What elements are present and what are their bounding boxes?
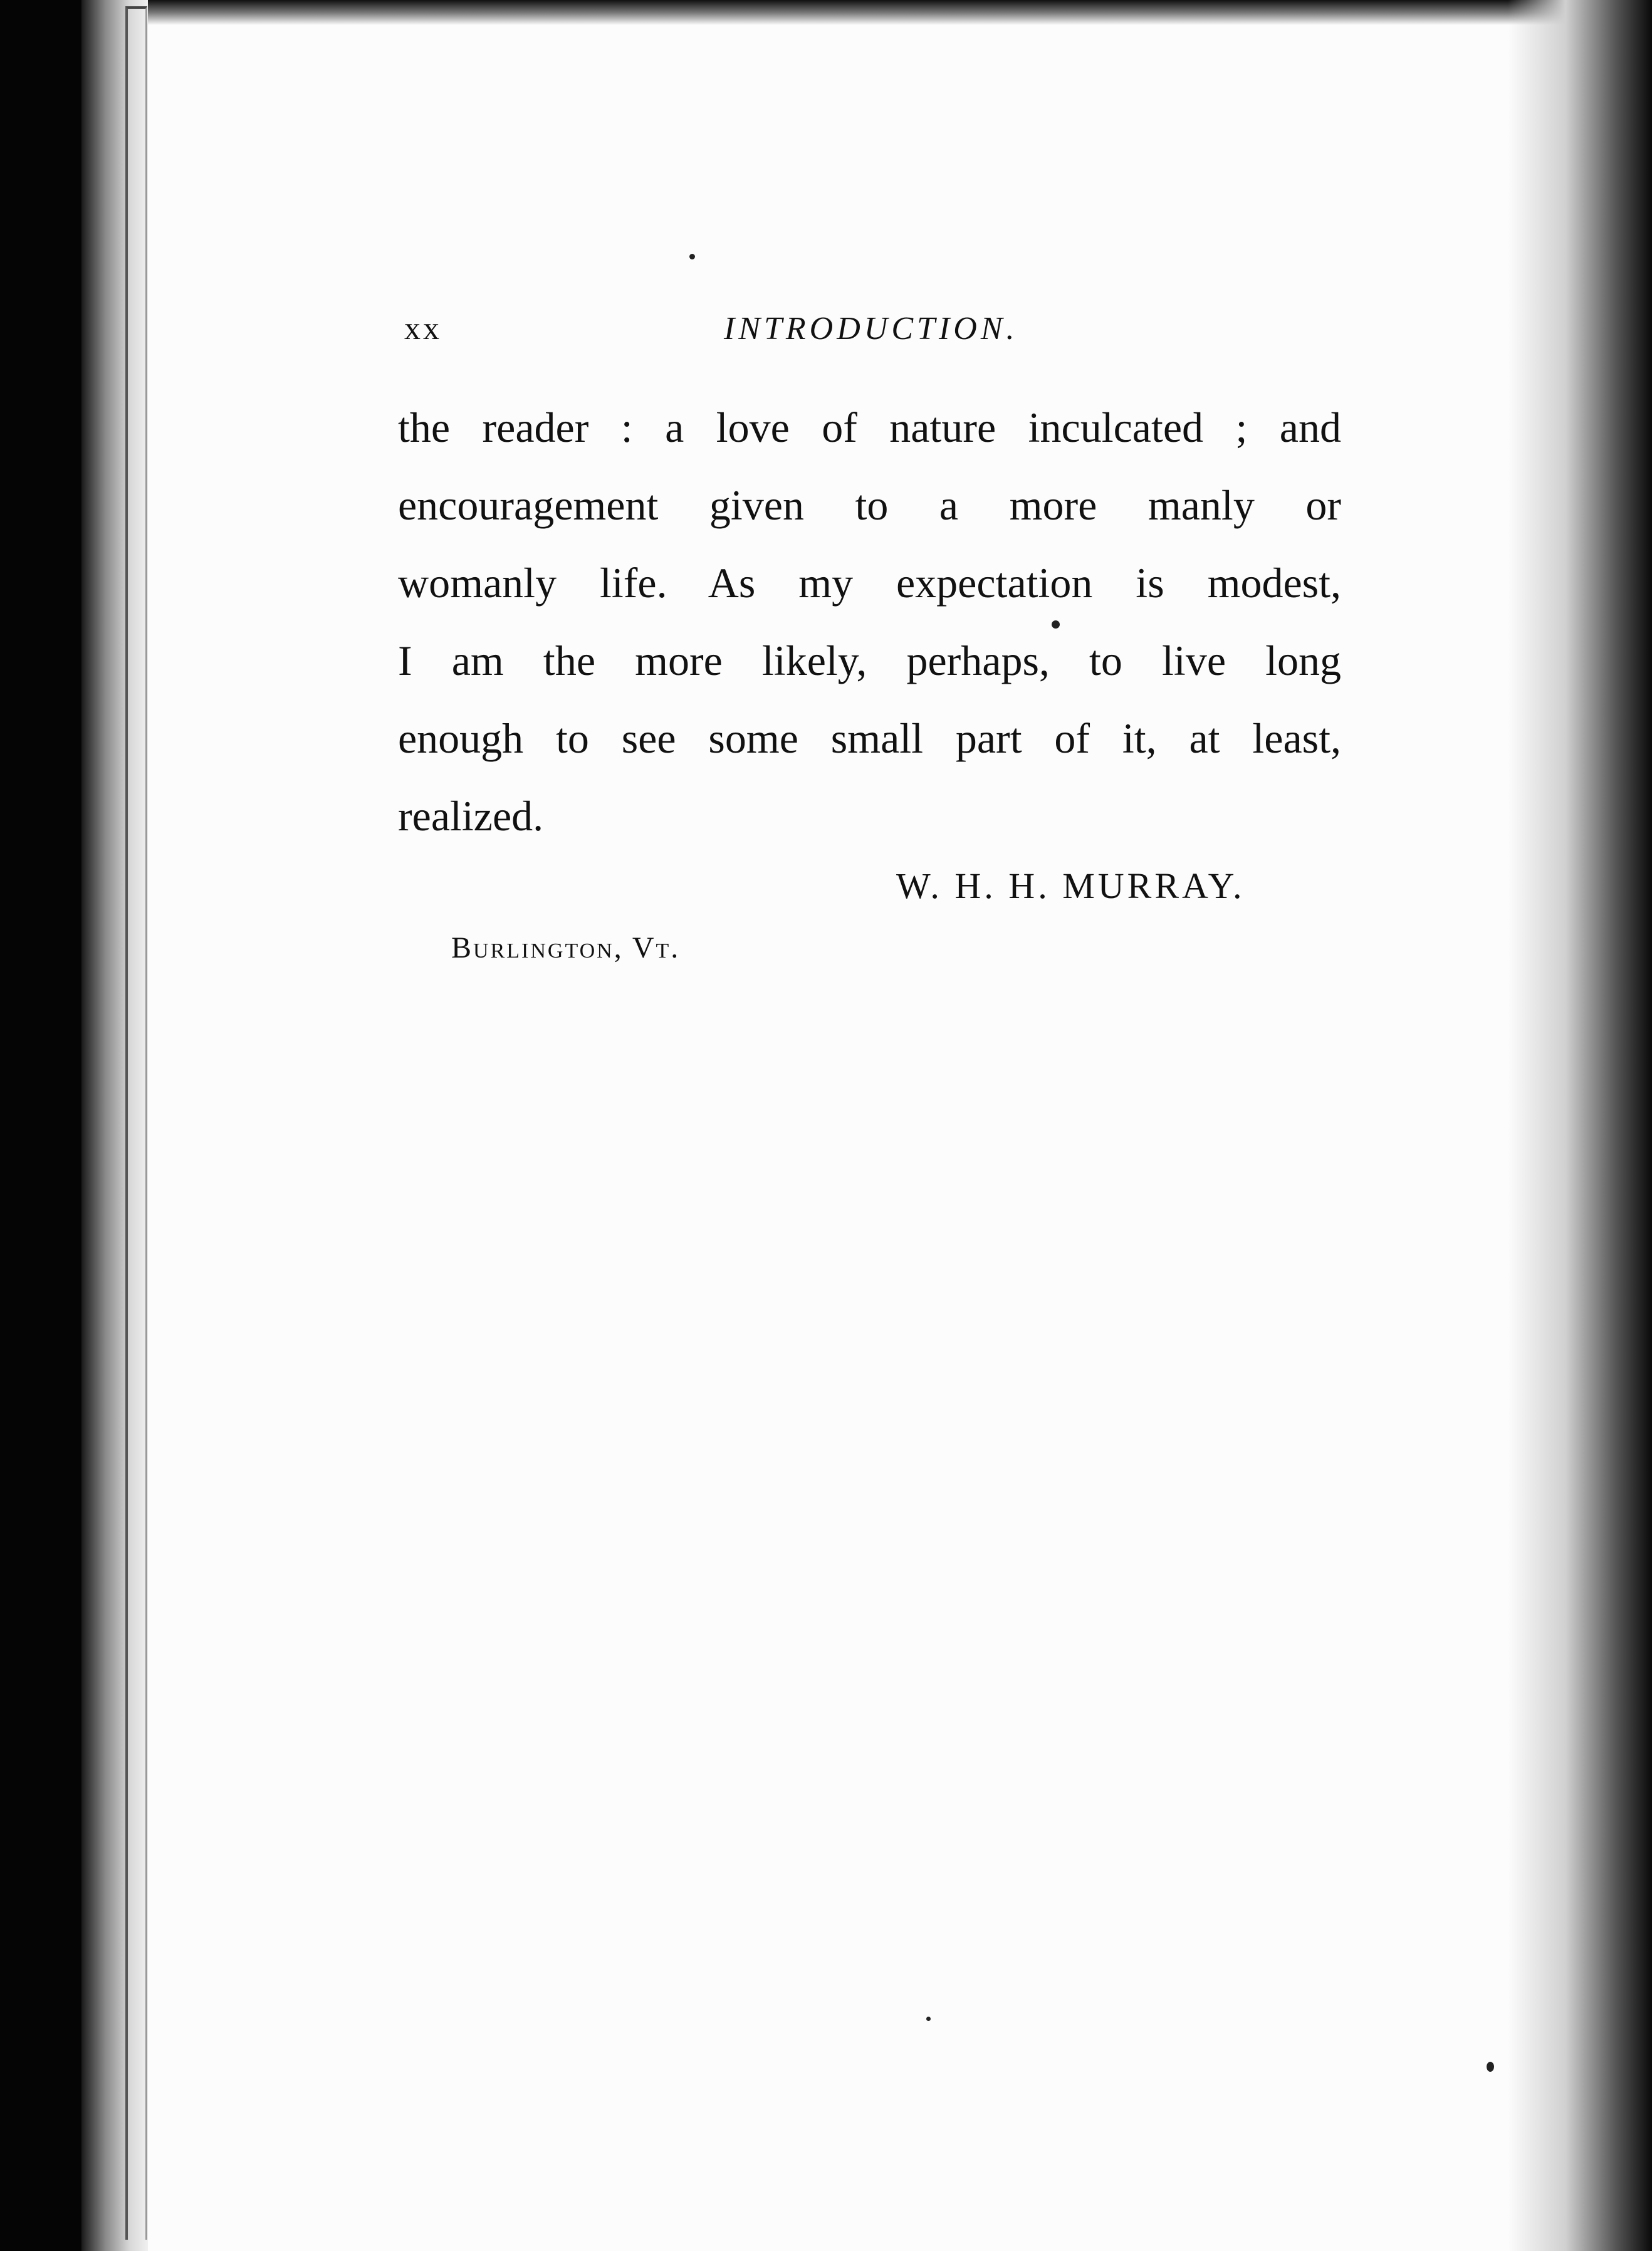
text-line: womanly life. As my expectation is modest,	[398, 559, 1341, 607]
scan-top-edge	[148, 0, 1652, 25]
body-paragraph	[398, 389, 1341, 855]
page-number: xx	[404, 311, 442, 347]
text-line: the reader : a love of nature inculcated ; and	[398, 404, 1341, 451]
text-line: realized.	[398, 792, 544, 840]
ink-speck	[926, 2017, 931, 2021]
page-stack-edge	[125, 6, 147, 2240]
ink-speck	[689, 254, 695, 259]
gutter-shadow	[1508, 0, 1652, 2251]
ink-speck	[1052, 620, 1060, 629]
section-title: INTRODUCTION.	[724, 311, 1018, 347]
ink-speck	[1487, 2062, 1494, 2072]
text-line: enough to see some small part of it, at least,	[398, 714, 1341, 762]
author-signature: W. H. H. MURRAY.	[896, 865, 1245, 906]
text-line: encouragement given to a more manly or	[398, 481, 1341, 529]
text-line: I am the more likely, perhaps, to live long	[398, 637, 1341, 684]
place-line: Burlington, Vt.	[451, 931, 681, 964]
running-head	[404, 298, 1372, 360]
